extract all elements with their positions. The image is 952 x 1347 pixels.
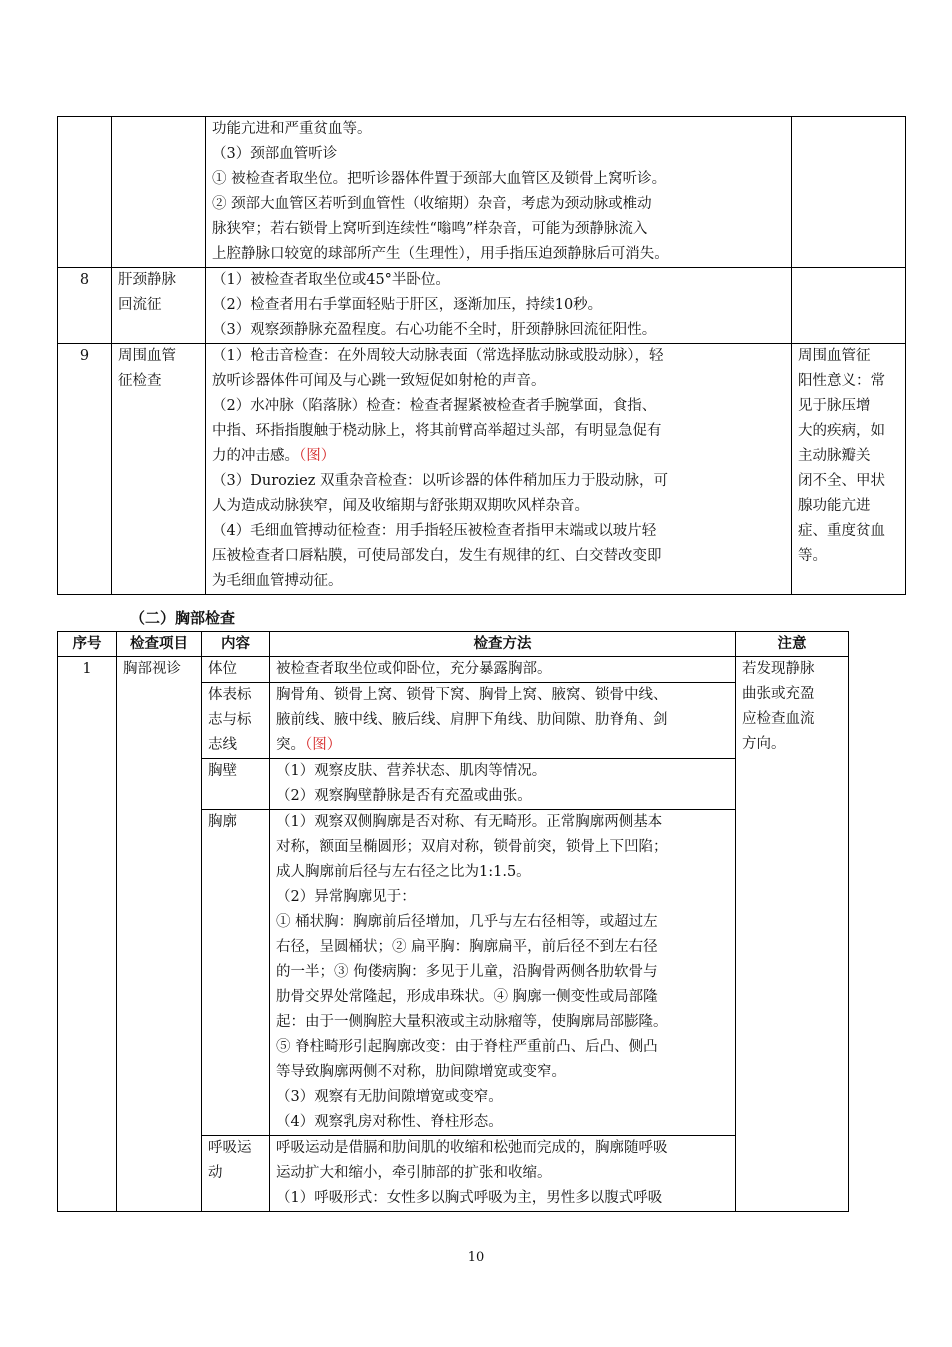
method-cell — [270, 759, 736, 810]
method-line: 腋前线、腋中线、腋后线、肩胛下角线、肋间隙、肋脊角、剑 — [276, 712, 668, 728]
method-line: 的一半；③ 佝偻病胸：多见于儿童，沿胸骨两侧各肋软骨与 — [276, 964, 658, 980]
method-text: 突。 — [276, 737, 305, 753]
method-line: 右径，呈圆桶状；② 扁平胸：胸廓扁平，前后径不到左右径 — [276, 939, 658, 955]
method-line: ② 颈部大血管区若听到血管性（收缩期）杂音，考虑为颈动脉或椎动 — [212, 196, 652, 212]
method-line: 放听诊器体件可闻及与心跳一致短促如射枪的声音。 — [212, 373, 546, 389]
num-cell: 1 — [58, 657, 117, 1212]
method-line — [276, 733, 729, 758]
method-line: （2）检查者用右手掌面轻贴于肝区，逐渐加压，持续10秒。 — [212, 297, 603, 313]
header-note: 注意 — [736, 632, 849, 657]
method-cell: 被检查者取坐位或仰卧位，充分暴露胸部。 — [270, 657, 736, 683]
method-line: （1）观察皮肤、营养状态、肌肉等情况。 — [276, 763, 547, 779]
content-cell: 胸壁 — [202, 759, 270, 810]
method-line: 脉狭窄；若右锁骨上窝听到连续性“嗡鸣”样杂音，可能为颈静脉流入 — [212, 221, 648, 237]
method-line: ⑤ 脊柱畸形引起胸廓改变：由于脊柱严重前凸、后凸、侧凸 — [276, 1039, 658, 1055]
num-cell: 8 — [58, 268, 112, 344]
note-line: 主动脉瓣关 — [798, 448, 871, 464]
method-line: 人为造成动脉狭窄，闻及收缩期与舒张期双期吹风样杂音。 — [212, 498, 589, 514]
note-cell — [736, 657, 849, 1212]
method-line: （3）观察颈静脉充盈程度。右心功能不全时，肝颈静脉回流征阳性。 — [212, 322, 657, 338]
header-row — [58, 632, 849, 657]
continued-table — [57, 116, 906, 595]
figure-link[interactable]: （图） — [299, 448, 336, 464]
note-line: 症、重度贫血 — [798, 523, 885, 539]
num-cell — [58, 117, 112, 268]
method-line: （3）Duroziez 双重杂音检查：以听诊器的体件稍加压力于股动脉，可 — [212, 473, 668, 489]
method-line: 功能亢进和严重贫血等。 — [212, 121, 372, 137]
table-row-posture — [58, 657, 849, 683]
note-line: 曲张或充盈 — [742, 686, 815, 702]
method-cell — [270, 1136, 736, 1212]
content-line: 体表标 — [208, 687, 252, 703]
header-method: 检查方法 — [270, 632, 736, 657]
section-title: （二）胸部检查 — [130, 609, 236, 627]
method-line: （2）水冲脉（陷落脉）检查：检查者握紧被检查者手腕掌面，食指、 — [212, 398, 657, 414]
num-cell: 9 — [58, 344, 112, 595]
note-line: 大的疾病，如 — [798, 423, 885, 439]
item-cell: 胸部视诊 — [117, 657, 202, 1212]
item-line: 征检查 — [118, 373, 162, 389]
item-cell — [112, 344, 206, 595]
method-line — [212, 444, 785, 469]
item-cell — [112, 268, 206, 344]
note-line: 闭不全、甲状 — [798, 473, 885, 489]
note-line: 见于脉压增 — [798, 398, 871, 414]
method-line: （1）观察双侧胸廓是否对称、有无畸形。正常胸廓两侧基本 — [276, 814, 663, 830]
method-cell — [206, 344, 792, 595]
method-cell — [206, 268, 792, 344]
item-line: 肝颈静脉 — [118, 272, 176, 288]
method-line: （4）毛细血管搏动征检查：用手指轻压被检查者指甲末端或以玻片轻 — [212, 523, 657, 539]
note-line: 应检查血流 — [742, 711, 815, 727]
header-content: 内容 — [202, 632, 270, 657]
method-line: 运动扩大和缩小，牵引肺部的扩张和收缩。 — [276, 1165, 552, 1181]
note-cell — [792, 268, 906, 344]
method-line: 成人胸廓前后径与左右径之比为1:1.5。 — [276, 864, 531, 880]
method-line: （2）观察胸壁静脉是否有充盈或曲张。 — [276, 788, 532, 804]
item-cell — [112, 117, 206, 268]
content-line: 呼吸运 — [208, 1140, 252, 1156]
content-cell: 胸廓 — [202, 810, 270, 1136]
method-line: 压被检查者口唇粘膜，可使局部发白，发生有规律的红、白交替改变即 — [212, 548, 662, 564]
note-line: 阳性意义：常 — [798, 373, 885, 389]
method-line: ① 桶状胸：胸廓前后径增加，几乎与左右径相等，或超过左 — [276, 914, 658, 930]
item-line: 回流征 — [118, 297, 162, 313]
content-line: 志与标 — [208, 712, 252, 728]
note-line: 等。 — [798, 548, 827, 564]
note-line: 若发现静脉 — [742, 661, 815, 677]
note-cell — [792, 344, 906, 595]
content-line: 动 — [208, 1165, 223, 1181]
method-line: （1）枪击音检查：在外周较大动脉表面（常选择肱动脉或股动脉），轻 — [212, 348, 664, 364]
note-line: 周围血管征 — [798, 348, 871, 364]
method-line: 上腔静脉口较宽的球部所产生（生理性），用手指压迫颈静脉后可消失。 — [212, 246, 669, 262]
method-text: 力的冲击感。 — [212, 448, 299, 464]
table-row-9 — [58, 344, 906, 595]
table-row-continued — [58, 117, 906, 268]
method-line: （4）观察乳房对称性、脊柱形态。 — [276, 1114, 503, 1130]
note-cell — [792, 117, 906, 268]
method-line: （3）颈部血管听诊 — [212, 146, 338, 162]
method-cell — [270, 810, 736, 1136]
method-line: 肋骨交界处常隆起，形成串珠状。④ 胸廓一侧变性或局部隆 — [276, 989, 658, 1005]
header-num: 序号 — [58, 632, 117, 657]
content-cell — [202, 1136, 270, 1212]
table-row-8 — [58, 268, 906, 344]
method-cell — [206, 117, 792, 268]
method-line: 为毛细血管搏动征。 — [212, 573, 343, 589]
method-line: （1）呼吸形式：女性多以胸式呼吸为主，男性多以腹式呼吸 — [276, 1190, 663, 1206]
method-line: （3）观察有无肋间隙增宽或变窄。 — [276, 1089, 503, 1105]
method-cell — [270, 683, 736, 759]
content-cell: 体位 — [202, 657, 270, 683]
method-line: 对称，额面呈椭圆形；双肩对称，锁骨前突，锁骨上下凹陷； — [276, 839, 668, 855]
method-line: 等导致胸廓两侧不对称，肋间隙增宽或变窄。 — [276, 1064, 566, 1080]
content-cell — [202, 683, 270, 759]
note-line: 腺功能亢进 — [798, 498, 871, 514]
item-line: 周围血管 — [118, 348, 176, 364]
method-line: 中指、环指指腹触于桡动脉上，将其前臂高举超过头部，有明显急促有 — [212, 423, 662, 439]
method-line: 起：由于一侧胸腔大量积液或主动脉瘤等，使胸廓局部膨隆。 — [276, 1014, 668, 1030]
method-line: 呼吸运动是借膈和肋间肌的收缩和松弛而完成的，胸廓随呼吸 — [276, 1140, 668, 1156]
method-line: （1）被检查者取坐位或45°半卧位。 — [212, 272, 450, 288]
chest-exam-table — [57, 631, 849, 1212]
method-line: ① 被检查者取坐位。把听诊器体件置于颈部大血管区及锁骨上窝听诊。 — [212, 171, 667, 187]
content-line: 志线 — [208, 737, 237, 753]
method-line: （2）异常胸廓见于： — [276, 889, 416, 905]
header-item: 检查项目 — [117, 632, 202, 657]
note-line: 方向。 — [742, 736, 786, 752]
page-number: 10 — [467, 1250, 485, 1265]
method-line: 胸骨角、锁骨上窝、锁骨下窝、胸骨上窝、腋窝、锁骨中线、 — [276, 687, 668, 703]
figure-link[interactable]: （图） — [305, 737, 342, 753]
